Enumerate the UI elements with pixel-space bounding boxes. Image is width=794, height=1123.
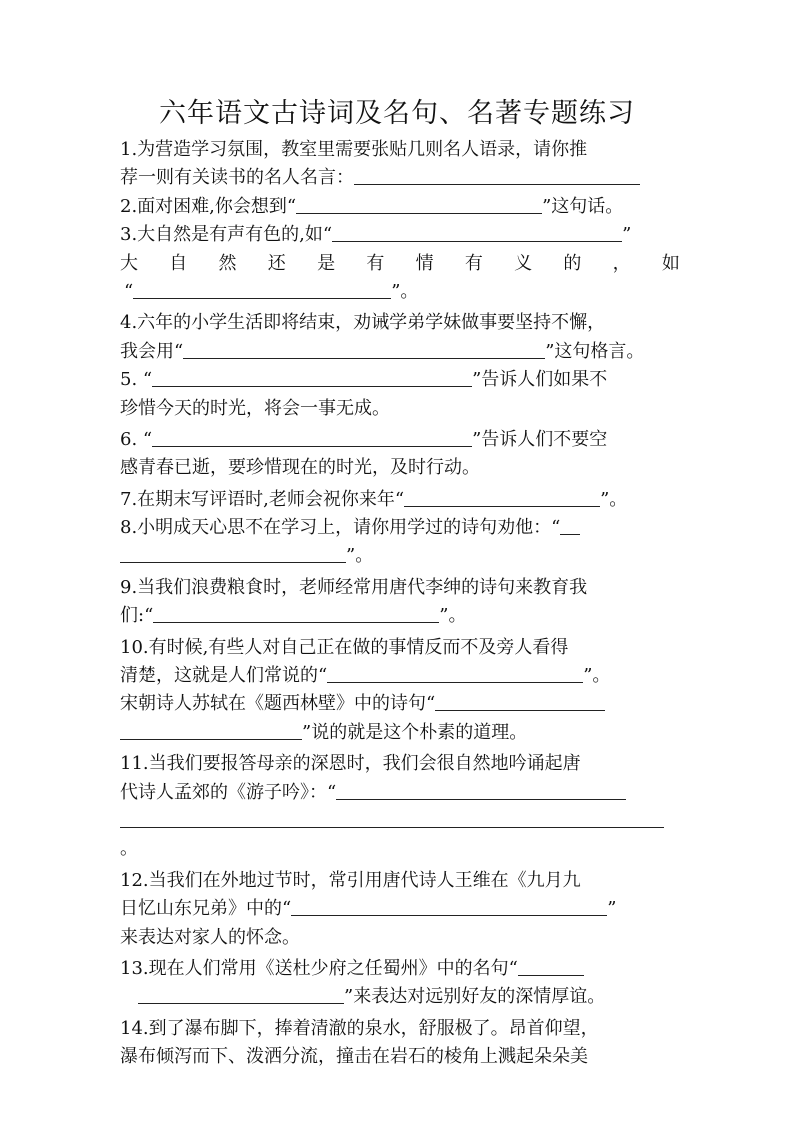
- q11-line-2: 代诗人孟郊的《游子吟》：“: [120, 779, 680, 807]
- q10-line-3: 宋朝诗人苏轼在《题西林壁》中的诗句“: [120, 690, 680, 718]
- q2-line: 2.面对困难,你会想到“ ”这句话。: [120, 195, 624, 217]
- q2-answer-blank[interactable]: [296, 195, 542, 214]
- q8-answer-blank-1[interactable]: [560, 516, 580, 535]
- q3-line-2: 大 自 然 还 是 有 情 有 义 的 ， 如: [120, 252, 680, 274]
- q1-line-1: 1.为营造学习氛围，教室里需要张贴几则名人语录，请你推: [120, 139, 588, 160]
- q12-line-1: 12.当我们在外地过节时，常引用唐代诗人王维在《九月九: [120, 869, 581, 891]
- q8-line-1: 8.小明成天心思不在学习上，请你用学过的诗句劝他：“: [120, 514, 680, 542]
- q11-answer-blank-2[interactable]: [120, 809, 664, 828]
- q5-answer-blank[interactable]: [152, 368, 472, 387]
- q9-line-2: 们:“ ”。: [120, 605, 467, 627]
- q10-answer-blank-1[interactable]: [327, 664, 583, 683]
- q3-answer-blank-2[interactable]: [133, 280, 391, 299]
- q6-line-2: 感青春已逝，要珍惜现在的时光，及时行动。: [120, 457, 480, 479]
- q4-answer-blank[interactable]: [183, 340, 545, 359]
- q1-answer-blank[interactable]: [354, 166, 640, 185]
- q1-line-2: 荐一则有关读书的名人名言：: [120, 164, 680, 192]
- q12-answer-blank[interactable]: [291, 897, 607, 916]
- q13-line-1: 13.现在人们常用《送杜少府之任蜀州》中的名句“: [120, 955, 680, 983]
- q13-answer-blank-1[interactable]: [518, 957, 584, 976]
- q10-line-2: 清楚，这就是人们常说的“ ”。: [120, 665, 611, 687]
- q10-answer-blank-2[interactable]: [435, 692, 605, 711]
- q3-answer-blank-1[interactable]: [332, 223, 622, 242]
- q8-line-2: ”。: [120, 542, 680, 570]
- q3-line-3: “ ”。: [124, 280, 419, 302]
- q9-answer-blank[interactable]: [153, 604, 439, 623]
- q11-line-4: 。: [120, 838, 138, 860]
- q6-answer-blank[interactable]: [152, 428, 472, 447]
- q11-line-1: 11.当我们要报答母亲的深恩时，我们会很自然地吟诵起唐: [120, 753, 581, 775]
- q10-line-1: 10.有时候,有些人对自己正在做的事情反而不及旁人看得: [120, 636, 569, 658]
- q8-answer-blank-2[interactable]: [120, 544, 346, 563]
- q7-line: 7.在期末写评语时,老师会祝你来年“ ”。: [120, 488, 628, 510]
- page-title: 六年语文古诗词及名句、名著专题练习: [159, 98, 635, 129]
- q10-answer-blank-3[interactable]: [120, 721, 302, 740]
- q10-line-4: ”说的就是这个朴素的道理。: [120, 719, 680, 747]
- q4-line-1: 4.六年的小学生活即将结束，劝诫学弟学妹做事要坚持不懈，: [120, 312, 606, 334]
- q13-answer-blank-2[interactable]: [138, 985, 344, 1004]
- q13-line-2: ”来表达对远别好友的深情厚谊。: [120, 983, 680, 1011]
- q12-line-2: 日忆山东兄弟》中的“ ”: [120, 898, 617, 920]
- question-list: [120, 136, 680, 1072]
- q4-line-2: 我会用“ ”这句格言。: [120, 340, 645, 362]
- q3-line-1: 3.大自然是有声有色的,如“ ”: [120, 224, 632, 246]
- q12-line-3: 来表达对家人的怀念。: [120, 926, 300, 948]
- q11-answer-blank-1[interactable]: [336, 781, 626, 800]
- q11-line-3: [120, 807, 680, 835]
- q14-line-1: 14.到了瀑布脚下，捧着清澈的泉水，舒服极了。昂首仰望，: [120, 1017, 599, 1039]
- q5-line-1: 5. “ ”告诉人们如果不: [120, 369, 608, 391]
- q6-line-1: 6. “ ”告诉人们不要空: [120, 428, 608, 450]
- q7-answer-blank[interactable]: [404, 488, 600, 507]
- q5-line-2: 珍惜今天的时光，将会一事无成。: [120, 397, 390, 419]
- q9-line-1: 9.当我们浪费粮食时，老师经常用唐代李绅的诗句来教育我: [120, 576, 588, 598]
- q14-line-2: 瀑布倾泻而下、泼洒分流，撞击在岩石的棱角上溅起朵朵美: [120, 1046, 588, 1068]
